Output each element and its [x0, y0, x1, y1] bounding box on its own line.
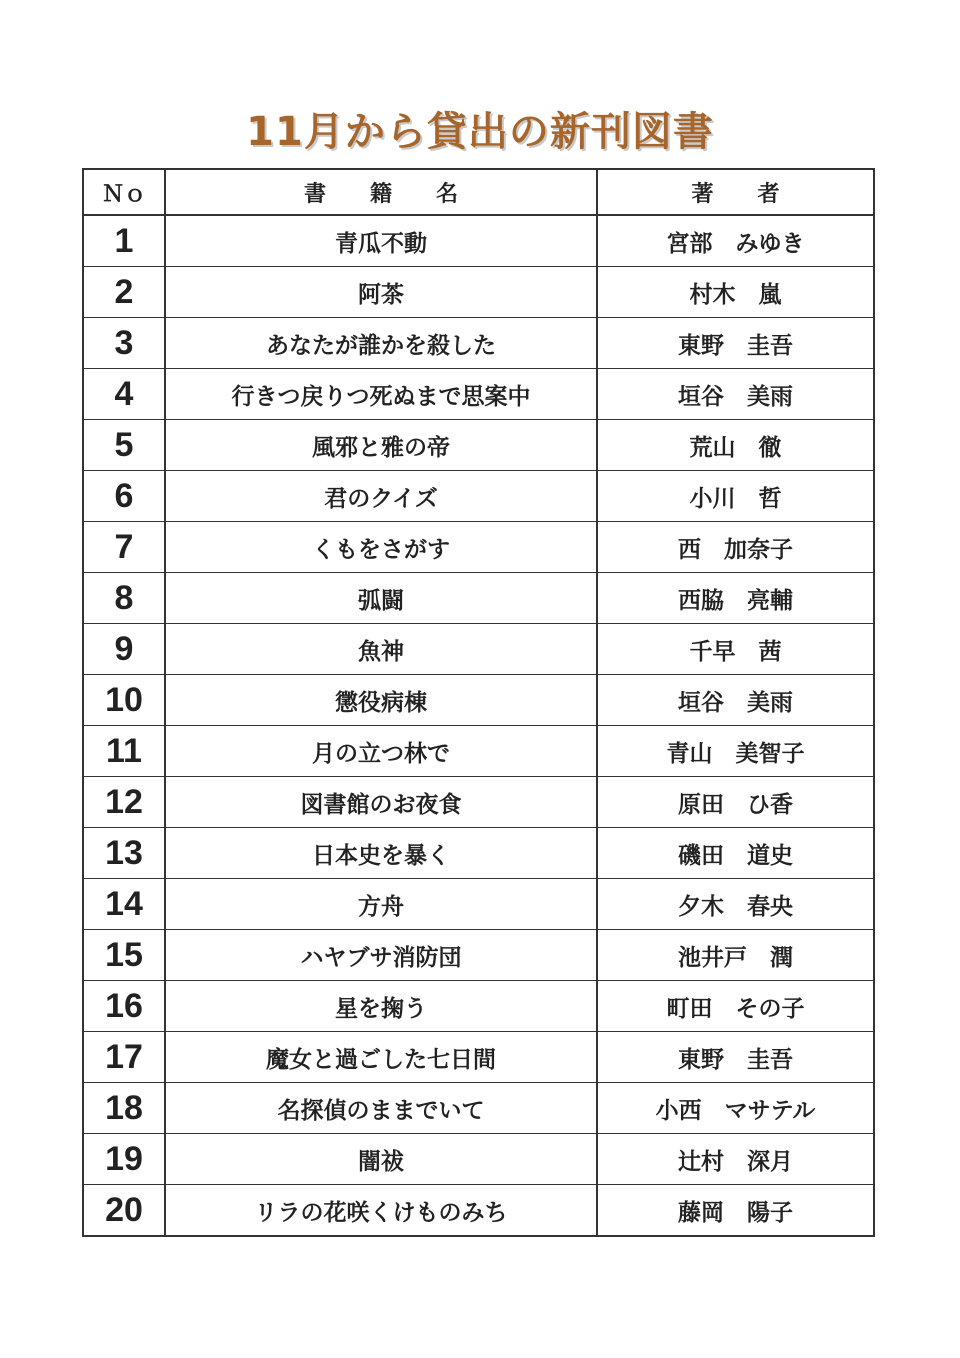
row-number: 20	[83, 1185, 165, 1237]
author-name: 西脇 亮輔	[597, 573, 874, 624]
book-title: 風邪と雅の帝	[165, 420, 597, 471]
book-title: 青瓜不動	[165, 215, 597, 267]
author-name: 辻村 深月	[597, 1134, 874, 1185]
row-number: 12	[83, 777, 165, 828]
book-title: 君のクイズ	[165, 471, 597, 522]
new-books-table	[82, 168, 875, 1237]
book-title: 日本史を暴く	[165, 828, 597, 879]
table-row	[83, 318, 874, 369]
row-number: 18	[83, 1083, 165, 1134]
row-number: 3	[83, 318, 165, 369]
book-title: 月の立つ林で	[165, 726, 597, 777]
author-name: 町田 その子	[597, 981, 874, 1032]
table-row	[83, 1032, 874, 1083]
row-number: 6	[83, 471, 165, 522]
author-name: 藤岡 陽子	[597, 1185, 874, 1237]
row-number: 2	[83, 267, 165, 318]
row-number: 10	[83, 675, 165, 726]
book-title: 方舟	[165, 879, 597, 930]
book-title: くもをさがす	[165, 522, 597, 573]
table-row	[83, 573, 874, 624]
table-row	[83, 215, 874, 267]
row-number: 16	[83, 981, 165, 1032]
table-row	[83, 369, 874, 420]
author-name: 東野 圭吾	[597, 318, 874, 369]
author-name: 原田 ひ香	[597, 777, 874, 828]
author-name: 夕木 春央	[597, 879, 874, 930]
author-name: 垣谷 美雨	[597, 369, 874, 420]
author-name: 垣谷 美雨	[597, 675, 874, 726]
book-title: 阿茶	[165, 267, 597, 318]
author-name: 東野 圭吾	[597, 1032, 874, 1083]
author-name: 池井戸 潤	[597, 930, 874, 981]
row-number: 11	[83, 726, 165, 777]
page-title: 11月から貸出の新刊図書	[246, 109, 714, 155]
book-title: 弧闘	[165, 573, 597, 624]
table-row	[83, 1083, 874, 1134]
author-name: 村木 嵐	[597, 267, 874, 318]
header-book-title: 書 籍 名	[165, 169, 597, 215]
table-row	[83, 522, 874, 573]
table-row	[83, 267, 874, 318]
table-row	[83, 828, 874, 879]
book-title: 図書館のお夜食	[165, 777, 597, 828]
table-row	[83, 1134, 874, 1185]
book-title: 懲役病棟	[165, 675, 597, 726]
table-row	[83, 981, 874, 1032]
book-title: 行きつ戻りつ死ぬまで思案中	[165, 369, 597, 420]
table-row	[83, 420, 874, 471]
author-name: 小川 哲	[597, 471, 874, 522]
header-author: 著 者	[597, 169, 874, 215]
author-name: 西 加奈子	[597, 522, 874, 573]
table-row	[83, 726, 874, 777]
table-row	[83, 675, 874, 726]
author-name: 千早 茜	[597, 624, 874, 675]
table-row	[83, 930, 874, 981]
table-row	[83, 624, 874, 675]
author-name: 小西 マサテル	[597, 1083, 874, 1134]
row-number: 9	[83, 624, 165, 675]
row-number: 15	[83, 930, 165, 981]
author-name: 荒山 徹	[597, 420, 874, 471]
table-row	[83, 879, 874, 930]
book-title: リラの花咲くけものみち	[165, 1185, 597, 1237]
row-number: 14	[83, 879, 165, 930]
book-title: 星を掬う	[165, 981, 597, 1032]
table-row	[83, 471, 874, 522]
author-name: 青山 美智子	[597, 726, 874, 777]
book-title: 名探偵のままでいて	[165, 1083, 597, 1134]
table-header-row	[83, 169, 874, 215]
author-name: 磯田 道史	[597, 828, 874, 879]
row-number: 5	[83, 420, 165, 471]
book-title: あなたが誰かを殺した	[165, 318, 597, 369]
row-number: 13	[83, 828, 165, 879]
row-number: 8	[83, 573, 165, 624]
header-no: Ｎｏ	[83, 169, 165, 215]
book-title: ハヤブサ消防団	[165, 930, 597, 981]
row-number: 1	[83, 215, 165, 267]
table-row	[83, 777, 874, 828]
table-body	[83, 215, 874, 1236]
row-number: 19	[83, 1134, 165, 1185]
row-number: 7	[83, 522, 165, 573]
book-title: 魚神	[165, 624, 597, 675]
table-row	[83, 1185, 874, 1237]
row-number: 17	[83, 1032, 165, 1083]
book-title: 魔女と過ごした七日間	[165, 1032, 597, 1083]
book-title: 闇祓	[165, 1134, 597, 1185]
row-number: 4	[83, 369, 165, 420]
author-name: 宮部 みゆき	[597, 215, 874, 267]
